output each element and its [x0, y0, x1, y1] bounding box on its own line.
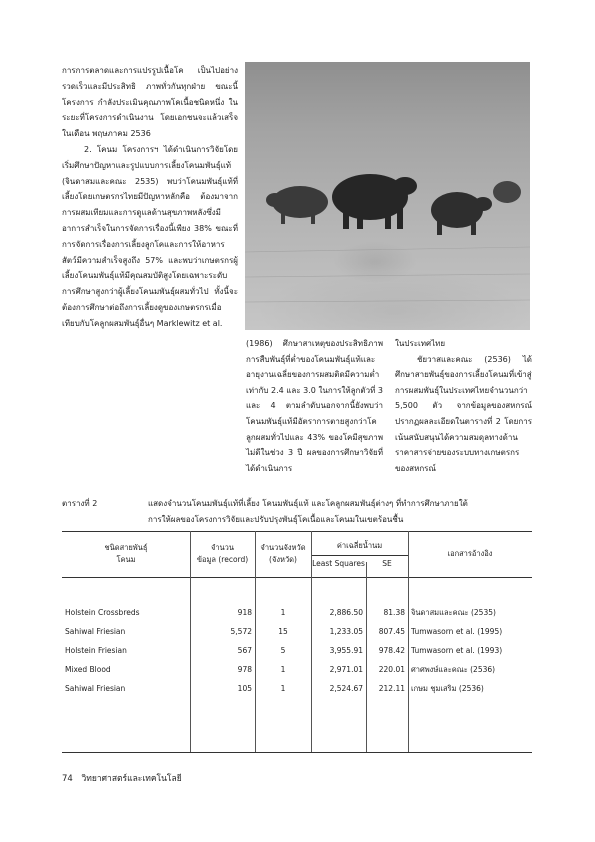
- table-label: ตารางที่ 2: [62, 499, 98, 508]
- cell-count: 105: [237, 684, 252, 693]
- table-bottom-rule: [62, 752, 532, 753]
- cell-ref: จินดาสมและคณะ (2535): [411, 607, 496, 617]
- cell-lsq: 2,971.01: [329, 665, 363, 674]
- cell-lsq: 1,233.05: [329, 627, 363, 636]
- cell-ref: ศาศพงษ์และคณะ (2536): [411, 664, 496, 674]
- cell-breed: Sahiwal Friesian: [65, 627, 126, 636]
- right-column: [395, 336, 532, 476]
- journal-title: วิทยาศาสตร์และเทคโนโลยี: [81, 774, 182, 784]
- header-ref: เอกสารอ้างอิง: [408, 531, 532, 577]
- table-caption: [62, 496, 532, 528]
- cell-ref: Tumwasorn et al. (1993): [411, 646, 503, 655]
- cell-provinces: 1: [280, 684, 286, 693]
- caption-line: การให้ผลของโครงการวิจัยและปรับปรุงพันธุ์โคเนื้อและโคนมในเขตร้อนชื้น: [148, 515, 404, 524]
- cell-provinces: 1: [280, 608, 286, 617]
- cell-breed: Holstein Crossbreds: [65, 608, 140, 617]
- table-row: [62, 603, 532, 622]
- cell-se: 978.42: [378, 646, 405, 655]
- paragraph: ในประเทศไทย: [395, 339, 446, 348]
- cattle-photo: [245, 62, 530, 330]
- cell-count: 918: [237, 608, 252, 617]
- header-count: จำนวน ข้อมูล (record): [190, 531, 255, 577]
- cell-lsq: 2,524.67: [329, 684, 363, 693]
- paragraph: ชัยวาสและคณะ (2536) ได้ศึกษาสายพันธุ์ของการเลี้ยงโคนมที่เข้าสู่การผสมพันธุ์ในประเทศไทยจำนวนกว่า 5,500 ตัว จากข้อมูลของสหกรณ์ปรากฏผลละเอียดในตารางที่ 2 โดยการเน้นสนับสนุนได้ความสมดุลทางด้านราคาสารจ่ายของระบบทางเกษตรกรของสหกรณ์: [395, 354, 532, 473]
- left-column: [62, 63, 238, 332]
- cell-ref: เกษม ชุมเสริม (2536): [411, 683, 484, 693]
- header-milk: ค่าเฉลี่ยน้ำนม Least Squares SE: [311, 531, 408, 577]
- middle-column: [246, 336, 383, 476]
- cell-lsq: 3,955.91: [329, 646, 363, 655]
- table-row: [62, 660, 532, 679]
- header-breed: ชนิดสายพันธุ์ โคนม: [62, 531, 190, 577]
- column-divider: [408, 531, 409, 752]
- cell-ref: Tumwasorn et al. (1995): [411, 627, 503, 636]
- cell-provinces: 1: [280, 665, 286, 674]
- cell-se: 220.01: [378, 665, 405, 674]
- table-row: [62, 679, 532, 698]
- caption-line: แสดงจำนวนโคนมพันธุ์แท้ที่เลี้ยง โคนมพันธุ์แท้ และโคลูกผสมพันธุ์ต่างๆ ที่ทำการศึกษาภายใต้: [148, 499, 468, 508]
- header-provinces: จำนวนจังหวัด (จังหวัด): [255, 531, 311, 577]
- column-divider: [366, 562, 367, 752]
- cell-provinces: 5: [280, 646, 286, 655]
- cell-se: 807.45: [378, 627, 405, 636]
- cell-se: 81.38: [383, 608, 405, 617]
- data-table: [62, 531, 532, 718]
- cattle-illustration: [245, 62, 530, 330]
- cell-se: 212.11: [378, 684, 405, 693]
- paragraph: การการตลาดและการแปรรูปเนื้อโค เป็นไปอย่างรวดเร็วและมีประสิทธิ ภาพทั่วกันทุกฝ่าย ขณะนี้โครงการ กำลังประเมินคุณภาพโคเนื้อชนิดหนึ่ง ในระยะที่โครงการดำเนินงาน โดยเอกชนจะแล้วเสร็จในเดือน พฤษภาคม 2536: [62, 66, 238, 139]
- cell-breed: Mixed Blood: [65, 665, 111, 674]
- column-divider: [311, 531, 312, 752]
- paragraph: (1986) ศึกษาสาเหตุของประสิทธิภาพการสืบพันธุ์ที่ต่ำของโคนมพันธุ์แท้และอายุงานเฉลี่ยของการผสมติดมีความต่ำเท่ากับ 2.4 และ 3.0 ในการให้ลูกตัวที่ 3 และ 4 ตามลำดับนอกจากนี้ยังพบว่าโคนมพันธุ์แท้มีอัตราการตายสูงกว่าโคลูกผสมทั่วไปและ 43% ของโคมีสุขภาพไม่ดีในช่วง 3 ปี ผลของการศึกษาวิจัยที่ได้ดำเนินการ: [246, 339, 383, 473]
- cell-breed: Sahiwal Friesian: [65, 684, 126, 693]
- paragraph: 2. โคนม โครงการฯ ได้ดำเนินการวิจัยโดยเริ่มศึกษาปัญหาและรูปแบบการเลี้ยงโคนมพันธุ์แท้ (จินดาสมและคณะ 2535) พบว่าโคนมพันธุ์แท้ที่เลี้ยงโดยเกษตรกรไทยมีปัญหาหลักคือ ต้องมาจากการผสมเทียมและการดูแลด้านสุขภาพหลังซึ่งมีอาการสำเร็จในการจัดการเรื่องนี้เพียง 38% ขณะที่การจัดการเรื่องการเลี้ยงลูกโคและการให้อาหารสัตว์มีความสำเร็จสูงถึง 57% และพบว่าเกษตรกรผู้เลี้ยงโคนมพันธุ์แท้มีคุณสมบัติสูงโดยเฉพาะระดับการศึกษาสูงกว่าผู้เลี้ยงโคนมพันธุ์ผสมทั่วไป ทั้งนี้จะต้องการศึกษาต่อถึงการเลี้ยงดูของเกษตรกรเมื่อเทียบกับโคลูกผสมพันธุ์อื่นๆ Marklewitz et al.: [62, 144, 238, 328]
- cell-breed: Holstein Friesian: [65, 646, 127, 655]
- table-row: [62, 622, 532, 641]
- page-number: 74: [62, 774, 73, 784]
- column-divider: [255, 531, 256, 752]
- cell-count: 567: [237, 646, 252, 655]
- cell-count: 5,572: [230, 627, 252, 636]
- cell-lsq: 2,886.50: [329, 608, 363, 617]
- table-row: [62, 641, 532, 660]
- page-footer: [62, 771, 182, 785]
- cell-provinces: 15: [278, 627, 288, 636]
- cell-count: 978: [237, 665, 252, 674]
- column-divider: [190, 531, 191, 752]
